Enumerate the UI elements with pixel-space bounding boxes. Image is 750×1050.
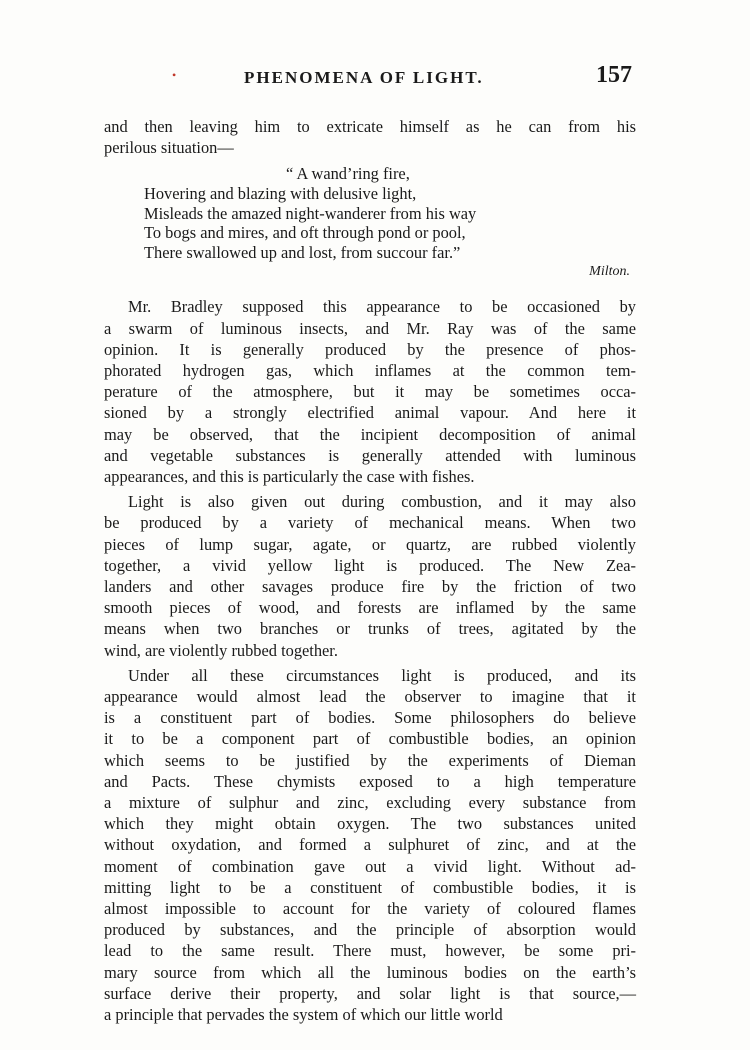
text-line: may be observed, that the incipient decomposition of animal — [104, 424, 636, 444]
text-line: a principle that pervades the system of which our little world — [104, 1005, 503, 1025]
text-line: means when two branches or trunks of trees, agitated by the — [104, 619, 636, 639]
text-line: mary source from which all the luminous bodies on the earth’s — [104, 962, 636, 982]
text-line: it to be a component part of combustible bodies, an opinion — [104, 729, 636, 749]
text-line: and Pacts. These chymists exposed to a high temperature — [104, 771, 636, 791]
text-line: be produced by a variety of mechanical means. When two — [104, 513, 636, 533]
text-line: sioned by a strongly electrified animal vapour. And here it — [104, 403, 636, 423]
text-line: without oxydation, and formed a sulphuret of zinc, and at the — [104, 835, 636, 855]
text-line: and vegetable substances is generally attended with luminous — [104, 445, 636, 465]
running-title: PHENOMENA OF LIGHT. — [244, 68, 484, 87]
text-line: surface derive their property, and solar light is that source,— — [104, 983, 636, 1003]
text-line: pieces of lump sugar, agate, or quartz, are rubbed violently — [104, 534, 636, 554]
text-line: perilous situation— — [104, 138, 234, 158]
text-line: Under all these circumstances light is produced, and its — [128, 665, 636, 685]
text-line: landers and other savages produce fire by the friction of two — [104, 577, 636, 597]
verse-line: “ A wand’ring fire, — [286, 164, 410, 184]
text-line: almost impossible to account for the variety of coloured flames — [104, 899, 636, 919]
text-line: wind, are violently rubbed together. — [104, 640, 338, 660]
text-line: which they might obtain oxygen. The two substances united — [104, 814, 636, 834]
verse-line: There swallowed up and lost, from succour far.” — [144, 242, 461, 262]
text-line: produced by substances, and the principle of absorption would — [104, 920, 636, 940]
text-line: opinion. It is generally produced by the presence of phos- — [104, 339, 636, 359]
verse-line: To bogs and mires, and oft through pond or pool, — [144, 223, 466, 243]
text-line: together, a vivid yellow light is produced. The New Zea- — [104, 555, 636, 575]
opening-text — [104, 116, 636, 158]
text-line: Mr. Bradley supposed this appearance to be occasioned by — [128, 297, 636, 317]
text-line: appearances, and this is particularly the case with fishes. — [104, 467, 475, 486]
page-header — [104, 62, 638, 96]
verse-attribution: Milton. — [589, 264, 630, 280]
text-line: smooth pieces of wood, and forests are inflamed by the same — [104, 598, 636, 618]
page-body — [104, 116, 636, 1025]
verse-line: Misleads the amazed night-wanderer from his way — [144, 203, 477, 223]
text-line: which seems to be justified by the experiments of Dieman — [104, 750, 636, 770]
paragraph — [104, 296, 636, 487]
text-line: moment of combination gave out a vivid light. Without ad- — [104, 856, 636, 876]
text-line: perature of the atmosphere, but it may be sometimes occa- — [104, 382, 636, 402]
paragraph — [104, 491, 636, 661]
verse-line: Hovering and blazing with delusive light, — [144, 184, 417, 203]
text-line: appearance would almost lead the observer to imagine that it — [104, 687, 636, 707]
text-line: Light is also given out during combustion, and it may also — [128, 492, 636, 512]
text-line: a swarm of luminous insects, and Mr. Ray was of the same — [104, 318, 636, 338]
text-line: phorated hydrogen gas, which inflames at the common tem- — [104, 360, 636, 380]
printer-mark: • — [172, 68, 177, 82]
page-number: 157 — [596, 62, 632, 88]
text-line: mitting light to be a constituent of combustible bodies, it is — [104, 877, 636, 897]
text-line: and then leaving him to extricate himself as he can from his — [104, 117, 636, 136]
text-line: is a constituent part of bodies. Some philosophers do believe — [104, 708, 636, 728]
text-line: a mixture of sulphur and zinc, excluding every substance from — [104, 793, 636, 813]
verse-quotation — [144, 164, 636, 262]
text-line: lead to the same result. There must, however, be some pri- — [104, 941, 636, 961]
paragraph — [104, 665, 636, 1025]
